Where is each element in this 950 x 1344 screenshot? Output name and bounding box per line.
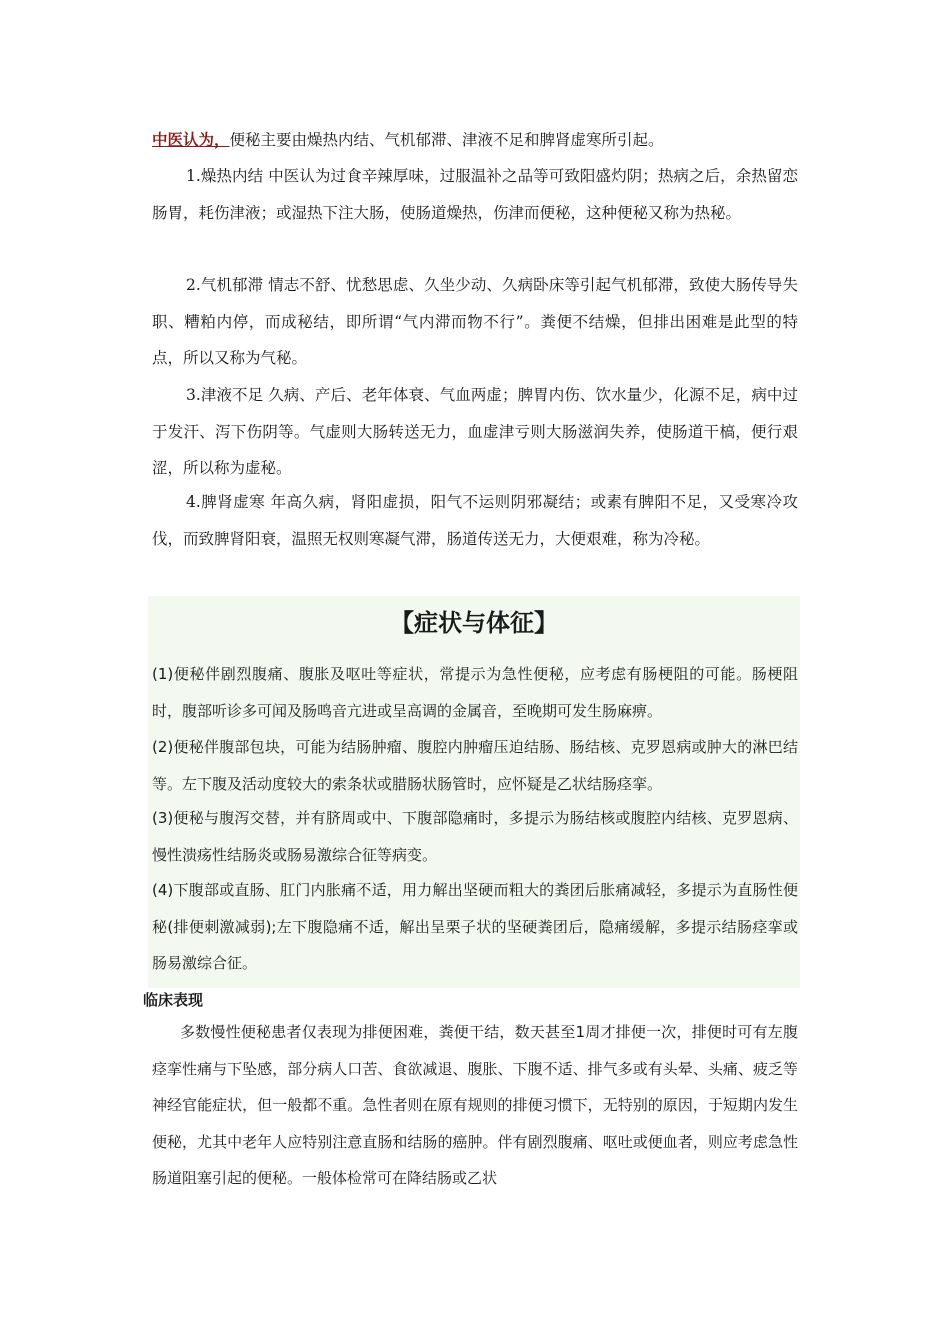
clinical-heading: 临床表现 [143, 991, 204, 1009]
intro-paragraph [152, 122, 798, 159]
cause-paragraph-2: 2.气机郁滞 情志不舒、忧愁思虑、久坐少动、久病卧床等引起气机郁滞，致使大肠传导失职、糟粕内停，而成秘结，即所谓“气内滞而物不行”。粪便不结燥，但排出困难是此型的特点，所以又称为气秘。 [152, 276, 798, 367]
intro-text: 便秘主要由燥热内结、气机郁滞、津液不足和脾肾虚寒所引起。 [229, 131, 664, 149]
symptom-item-2: (2)便秘伴腹部包块，可能为结肠肿瘤、腹腔内肿瘤压迫结肠、肠结核、克罗恩病或肿大的淋巴结等。左下腹及活动度较大的索条状或腊肠状肠管时，应怀疑是乙状结肠痉挛。 [152, 738, 798, 793]
symptom-item-3: (3)便秘与腹泻交替，并有脐周或中、下腹部隐痛时，多提示为肠结核或腹腔内结核、克罗恩病、慢性溃疡性结肠炎或肠易激综合征等病变。 [152, 809, 798, 864]
clinical-paragraph: 多数慢性便秘患者仅表现为排便困难，粪便干结，数天甚至1周才排便一次，排便时可有左腹痉挛性痛与下坠感，部分病人口苦、食欲减退、腹胀、下腹不适、排气多或有头晕、头痛、疲乏等神经官能症状，但一般都不重。急性者则在原有规则的排便习惯下，无特别的原因，于短期内发生便秘，尤其中老年人应特别注意直肠和结肠的癌肿。伴有剧烈腹痛、呕吐或便血者，则应考虑急性肠道阻塞引起的便秘。一般体检常可在降结肠或乙状 [152, 1023, 798, 1187]
symptom-item-4: (4)下腹部或直肠、肛门内胀痛不适，用力解出坚硬而粗大的粪团后胀痛减轻，多提示为直肠性便秘(排便刺激减弱);左下腹隐痛不适，解出呈栗子状的坚硬粪团后，隐痛缓解，多提示结肠痉挛或肠易激综合征。 [152, 881, 798, 972]
cause-paragraph-4: 4.脾肾虚寒 年高久病，肾阳虚损，阳气不运则阴邪凝结；或素有脾阳不足，又受寒冷攻伐，而致脾肾阳衰，温照无权则寒凝气滞，肠道传送无力，大便艰难，称为冷秘。 [152, 493, 798, 548]
symptoms-title: 【症状与体征】 [390, 609, 558, 637]
cause-paragraph-3: 3.津液不足 久病、产后、老年体衰、气血两虚；脾胃内伤、饮水量少，化源不足，病中过于发汗、泻下伤阴等。气虚则大肠转送无力，血虚津亏则大肠滋润失养，使肠道干槁，便行艰涩，所以称为虚秘。 [152, 386, 798, 477]
cause-paragraph-1: 1.燥热内结 中医认为过食辛辣厚味，过服温补之品等可致阳盛灼阴；热病之后，余热留恋肠胃，耗伤津液；或湿热下注大肠，使肠道燥热，伤津而便秘，这种便秘又称为热秘。 [152, 167, 798, 222]
symptom-item-1: (1)便秘伴剧烈腹痛、腹胀及呕吐等症状，常提示为急性便秘，应考虑有肠梗阻的可能。肠梗阻时，腹部听诊多可闻及肠鸣音亢进或呈高调的金属音，至晚期可发生肠麻痹。 [152, 665, 798, 720]
intro-lead: 中医认为， [152, 130, 230, 149]
